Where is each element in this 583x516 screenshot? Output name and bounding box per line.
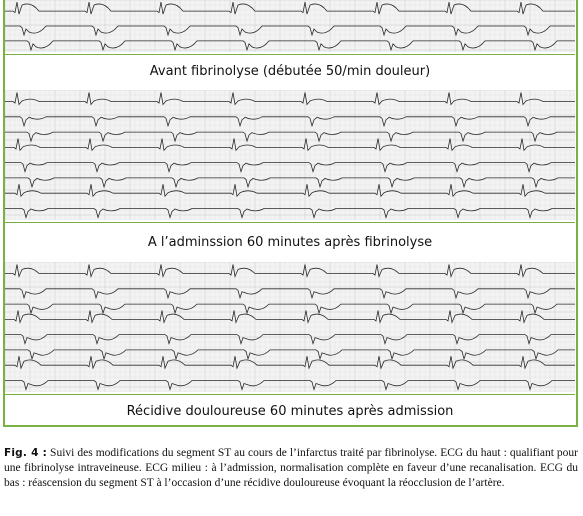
ecg-panel-middle [5, 90, 575, 220]
caption-top: Avant fibrinolyse (débutée 50/min douleur) [149, 64, 431, 79]
ecg-trace-middle [5, 90, 575, 220]
ecg-trace-bottom [5, 262, 575, 392]
figure-legend-text: Suivi des modifications du segment ST au cours de l’infarctus traité par fibrinolyse. ECG du haut : qualifiant pour une fibrinolyse intraveineuse. ECG milieu : à l’admission, normalisation complète en faveur d’une recanalisation. ECG du bas : réascension du segment ST à l’occasion d’une récidive douloureuse évoquant la réocclusion de l’artère. [4, 447, 578, 489]
ecg-panel-bottom [5, 262, 575, 392]
caption-bottom: Récidive douloureuse 60 minutes après admission [126, 404, 454, 419]
ecg-panel-top [5, 0, 575, 52]
figure-label: Fig. 4 : [4, 447, 48, 459]
figure-legend [4, 446, 578, 491]
ecg-trace-top [5, 0, 575, 52]
caption-middle: A l’adminssion 60 minutes après fibrinolyse [147, 235, 433, 250]
